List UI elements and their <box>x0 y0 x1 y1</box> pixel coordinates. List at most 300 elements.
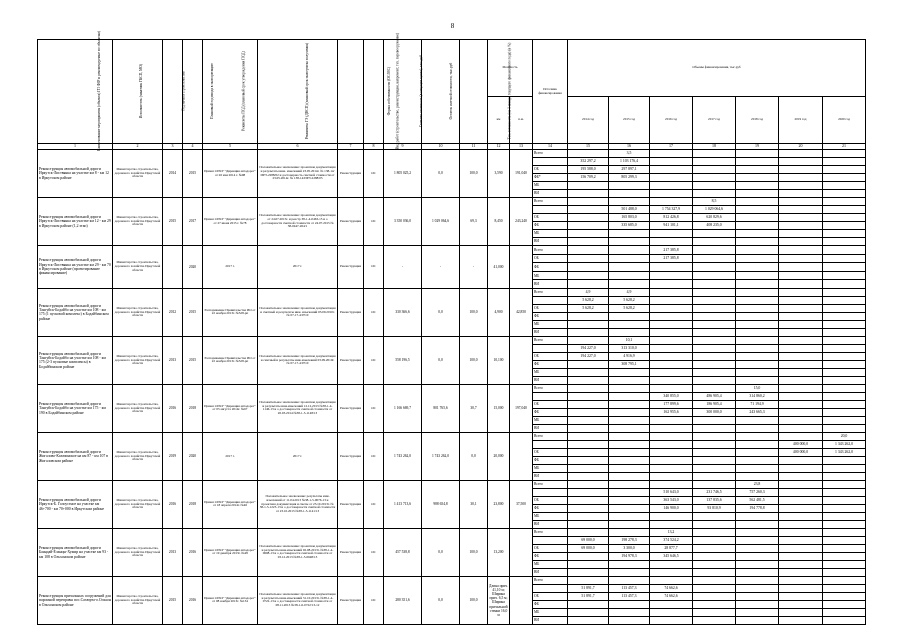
funding-value <box>779 424 823 432</box>
funding-value <box>823 182 866 190</box>
funding-value <box>736 464 779 472</box>
funding-value <box>650 174 693 182</box>
funding-source: Всего <box>533 480 568 488</box>
funding-value <box>693 552 736 560</box>
funding-value <box>693 584 736 592</box>
funding-value <box>650 464 693 472</box>
funding-value <box>736 280 779 289</box>
funding-value <box>779 246 823 255</box>
funding-value: 486 905,4 <box>693 392 736 400</box>
funding-value <box>823 520 866 528</box>
funding-value <box>609 238 650 246</box>
end-year: 2016 <box>183 576 203 624</box>
funding-value <box>779 344 823 352</box>
ownership: ОС <box>364 246 384 289</box>
funding-source <box>533 536 568 544</box>
object-name: Реконструкция автомобильной дороги Иркутск-Листвянка на участке км 29 - км 70 в Иркутском районе (проектирование финансирование) <box>38 246 113 289</box>
funding-value <box>568 472 609 480</box>
column-number: 7 <box>338 144 364 150</box>
header-year: 2018 год <box>736 97 779 144</box>
object-name: Реконструкция автомобильной дороги Баяндай-Еланцы-Хужир на участке км 93 - км 108 в Ольхонском районе <box>38 528 113 576</box>
funding-value <box>736 376 779 384</box>
funding-value <box>779 352 823 360</box>
funding-value: 194 778,8 <box>736 504 779 512</box>
funding-value <box>693 600 736 608</box>
funding-value <box>650 344 693 352</box>
start-year: 2013 <box>163 528 183 576</box>
start-year: 2013 <box>163 336 183 384</box>
funding-source: ОБ <box>533 214 568 222</box>
funding-value <box>650 198 693 206</box>
funding-value <box>779 400 823 408</box>
funding-value <box>779 504 823 512</box>
funding-value <box>823 238 866 246</box>
funding-value: 177 899,6 <box>650 400 693 408</box>
funding-value: 194 227,0 <box>568 352 609 360</box>
funding-source: ФБ <box>533 552 568 560</box>
funding-source <box>533 158 568 166</box>
funding-value: 510 643,0 <box>650 488 693 496</box>
ownership: ОС <box>364 432 384 480</box>
funding-value <box>693 456 736 464</box>
funding-source <box>533 206 568 214</box>
psd-details: 2017 г. <box>203 246 258 289</box>
funding-value <box>650 568 693 576</box>
funding-value <box>823 528 866 536</box>
funding-value: 93 810,9 <box>693 504 736 512</box>
funding-value <box>736 552 779 560</box>
funding-source: ВИ <box>533 568 568 576</box>
capacity-pm: 191,040 <box>510 150 533 198</box>
funding-value <box>823 214 866 222</box>
header-end-year: Плановый год ввода в эксплуатацию <box>183 40 203 144</box>
funding-value: 757 260,3 <box>736 488 779 496</box>
funding-value <box>650 432 693 440</box>
psd-details: Приказ ОГКУ "Дирекция автодорог" от 05 августа 2014г. №67 <box>203 384 258 432</box>
funding-value <box>693 464 736 472</box>
funding-value <box>823 280 866 289</box>
funding-value <box>650 352 693 360</box>
funding-value <box>823 400 866 408</box>
funding-value: 217 385,8 <box>650 246 693 255</box>
funding-value <box>823 328 866 336</box>
funding-value <box>823 288 866 296</box>
capacity-pm <box>510 576 533 624</box>
funding-value <box>736 512 779 520</box>
funding-value <box>568 528 609 536</box>
funding-value: 15,0 <box>736 384 779 392</box>
funding-value <box>693 424 736 432</box>
funding-value <box>736 222 779 230</box>
funding-source: МБ <box>533 512 568 520</box>
funding-value <box>779 304 823 312</box>
funding-value <box>650 288 693 296</box>
ownership: ОС <box>364 576 384 624</box>
funding-value <box>609 182 650 190</box>
column-number: 21 <box>823 144 866 150</box>
end-year: 2020 <box>183 246 203 289</box>
funding-value <box>823 166 866 174</box>
work-type: Реконструкция <box>338 288 364 336</box>
funding-value <box>609 456 650 464</box>
end-year: 2017 <box>183 198 203 246</box>
funding-value <box>650 600 693 608</box>
funding-value <box>693 560 736 568</box>
funding-value <box>693 312 736 320</box>
funding-value: 4,9 <box>568 288 609 296</box>
funding-value: 1 103 176,4 <box>609 158 650 166</box>
funding-value <box>779 296 823 304</box>
funding-value <box>650 472 693 480</box>
funding-value <box>568 384 609 392</box>
funding-value <box>568 360 609 368</box>
funding-value <box>779 600 823 608</box>
executor: Министерство строительства, дорожного хозяйства Иркутской области <box>113 384 163 432</box>
psd-details: 2017 г. <box>203 432 258 480</box>
funding-value: 308 795,1 <box>609 360 650 368</box>
funding-value <box>609 496 650 504</box>
header-km: км <box>488 97 510 144</box>
funding-source: ВИ <box>533 238 568 246</box>
funding-source: МБ <box>533 271 568 280</box>
funding-value <box>823 464 866 472</box>
funding-source: ВИ <box>533 424 568 432</box>
funding-value <box>568 238 609 246</box>
funding-source: ОБ <box>533 496 568 504</box>
expertise-details: Положительное заключение: проектная документация и результаты инж.изысканий 02.08.2013г. №38-1-4-0608-13 и о достоверности сметной стоимости от 03.12.2013 №38-1-5-0648/13 <box>258 528 338 576</box>
funding-value <box>650 304 693 312</box>
column-number: 15 <box>568 144 609 150</box>
funding-value <box>736 616 779 624</box>
estimated-cost: 1 166 669,7 <box>384 384 422 432</box>
funding-value <box>736 472 779 480</box>
funding-value <box>609 271 650 280</box>
funding-source: МБ <box>533 560 568 568</box>
funding-value: 162 955,6 <box>650 408 693 416</box>
funding-value <box>568 376 609 384</box>
readiness: 100,0 <box>460 336 488 384</box>
funding-value <box>779 312 823 320</box>
funding-value <box>736 150 779 158</box>
funding-value <box>568 568 609 576</box>
funding-value <box>568 263 609 272</box>
funding-value: 8,5 <box>693 198 736 206</box>
funding-value <box>693 480 736 488</box>
funding-source: ВИ <box>533 190 568 198</box>
table-row <box>38 528 866 536</box>
funding-value <box>779 150 823 158</box>
funding-value <box>779 368 823 376</box>
funding-value <box>823 368 866 376</box>
ownership: ОС <box>364 336 384 384</box>
estimated-cost: 1 743 262,0 <box>384 432 422 480</box>
table-row <box>38 432 866 440</box>
funding-source: МБ <box>533 320 568 328</box>
funding-value: 620 829,6 <box>693 214 736 222</box>
funding-value <box>609 198 650 206</box>
funding-value <box>779 320 823 328</box>
funding-value <box>736 304 779 312</box>
funding-value <box>779 376 823 384</box>
funding-value <box>693 280 736 289</box>
funding-value <box>823 584 866 592</box>
funding-value <box>609 328 650 336</box>
header-year: 2015 год <box>609 97 650 144</box>
funding-value <box>736 560 779 568</box>
column-number: 2 <box>113 144 163 150</box>
end-year: 2015 <box>183 288 203 336</box>
executor: Министерство строительства, дорожного хозяйства Иркутской области <box>113 198 163 246</box>
funding-value: 74 662,6 <box>650 584 693 592</box>
funding-value <box>779 190 823 198</box>
header-year: 2014 год <box>568 97 609 144</box>
funding-value <box>823 392 866 400</box>
funding-source <box>533 584 568 592</box>
funding-source: ВИ <box>533 520 568 528</box>
funding-value <box>609 576 650 584</box>
estimated-cost: 457 538,8 <box>384 528 422 576</box>
funding-source: МБ <box>533 182 568 190</box>
funding-value <box>693 230 736 238</box>
funding-value <box>736 520 779 528</box>
funding-value <box>568 440 609 448</box>
funding-value <box>823 230 866 238</box>
funding-value <box>568 560 609 568</box>
funding-value <box>609 368 650 376</box>
funding-value <box>779 174 823 182</box>
ownership: ОС <box>364 384 384 432</box>
header-pm: п.м. <box>510 97 533 144</box>
funding-value <box>650 560 693 568</box>
funding-value: 5 628,2 <box>568 304 609 312</box>
table-row <box>38 576 866 584</box>
funding-value <box>779 392 823 400</box>
financing-table <box>37 31 866 625</box>
funding-value <box>568 616 609 624</box>
funding-value <box>736 536 779 544</box>
funding-value <box>823 222 866 230</box>
funding-value <box>823 190 866 198</box>
funding-value <box>736 576 779 584</box>
funding-value <box>693 608 736 616</box>
funding-value <box>779 544 823 552</box>
funding-value <box>736 288 779 296</box>
executor: Министерство строительства, дорожного хозяйства Иркутской области <box>113 150 163 198</box>
funding-source: ОБ <box>533 544 568 552</box>
funding-value <box>823 496 866 504</box>
funding-value <box>650 158 693 166</box>
page-number: 8 <box>450 22 455 30</box>
funding-source: МБ <box>533 464 568 472</box>
funding-value <box>568 280 609 289</box>
expertise-details: 2017 г. <box>258 432 338 480</box>
object-name: Реконструкция автомобильной дороги Тангуйск-Бодайбо на участке км 108 - км 175 (1 пусковой комплекс) в Бодайбинском районе <box>38 288 113 336</box>
readiness: 100,0 <box>460 150 488 198</box>
funding-value: 10,1 <box>609 336 650 344</box>
funding-value <box>650 616 693 624</box>
funding-value <box>609 528 650 536</box>
funding-value <box>650 480 693 488</box>
funding-value <box>779 520 823 528</box>
funding-source: Всего <box>533 576 568 584</box>
funding-value <box>779 238 823 246</box>
funding-value <box>779 222 823 230</box>
start-year: 2019 <box>163 432 183 480</box>
capacity-pm: 243,240 <box>510 198 533 246</box>
funding-value <box>609 488 650 496</box>
funding-value <box>650 238 693 246</box>
funding-source: ВИ <box>533 280 568 289</box>
funding-value <box>693 352 736 360</box>
psd-details: Распоряжение Правительства ИО от 22 ноября 2013г. №528-рп <box>203 336 258 384</box>
funding-value <box>823 352 866 360</box>
estimated-cost: 1 805 025,2 <box>384 150 422 198</box>
estimated-cost: 1 413 713,6 <box>384 480 422 528</box>
end-year: 2015 <box>183 336 203 384</box>
funding-value <box>779 166 823 174</box>
funding-value <box>568 512 609 520</box>
column-number: 8 <box>364 144 384 150</box>
funding-value <box>823 592 866 600</box>
capacity-km: 23,800 <box>488 480 510 528</box>
header-cost: Сметная стоимость (в текущих ценах), тыс.руб <box>384 40 422 144</box>
funding-value <box>693 150 736 158</box>
funding-value <box>650 520 693 528</box>
funding-value <box>650 312 693 320</box>
header-readiness: Тех. готовность (на 1 января текущего финансового года) (в %) <box>460 40 488 144</box>
funding-source: ФБ* <box>533 174 568 182</box>
funding-value <box>779 182 823 190</box>
end-year: 2018 <box>183 384 203 432</box>
funding-source: МБ <box>533 368 568 376</box>
funding-value <box>650 263 693 272</box>
start-year: 2014 <box>163 150 183 198</box>
funding-source: ОБ <box>533 166 568 174</box>
funding-value <box>736 360 779 368</box>
funding-value <box>568 312 609 320</box>
funding-value <box>609 560 650 568</box>
funding-value <box>823 336 866 344</box>
funding-source: Всего <box>533 432 568 440</box>
funding-value <box>693 344 736 352</box>
funding-value <box>736 320 779 328</box>
funding-source: ОБ <box>533 304 568 312</box>
expertise-details: Положительное заключение: результаты инж. изысканий от 11.04.2013 №38-1-5-0076-13 и проектная документация и сметы от 23.10.2013г. № 38-1-5-1223-13 и о достоверности сметной стоимости от 23.10.2013 №38-1-5-1141/13 <box>258 480 338 528</box>
funding-value <box>823 304 866 312</box>
funding-value <box>568 246 609 255</box>
funding-value <box>779 158 823 166</box>
funding-value <box>779 456 823 464</box>
funding-source: МБ <box>533 416 568 424</box>
funding-value <box>568 222 609 230</box>
funding-source: ВИ <box>533 472 568 480</box>
funding-value: 69 000,0 <box>568 536 609 544</box>
funding-value <box>823 552 866 560</box>
funding-value <box>736 230 779 238</box>
funding-value: 113 457,3 <box>609 584 650 592</box>
funding-value <box>823 616 866 624</box>
object-name: Реконструкция автомобильной дороги Жигалово-Казачинское на км 87 - км 107 в Жигаловском районе <box>38 432 113 480</box>
funding-value <box>736 312 779 320</box>
psd-details: Приказ ОГКУ "Дирекция автодорог" от 26 мая 2014 г. №98 <box>203 150 258 198</box>
funding-value <box>693 576 736 584</box>
funding-value <box>779 616 823 624</box>
capacity-pm <box>510 528 533 576</box>
header-ge: Реквизиты ГЭ (ДНСП) (плановый срок экспертизы получения) <box>258 40 338 144</box>
funding-value <box>823 150 866 158</box>
funding-value <box>736 416 779 424</box>
funding-value <box>779 360 823 368</box>
funding-value <box>609 400 650 408</box>
funding-value <box>609 254 650 263</box>
executor: Министерство строительства, дорожного хозяйства Иркутской области <box>113 246 163 289</box>
funding-value <box>693 568 736 576</box>
funding-value <box>568 206 609 214</box>
column-number: 13 <box>510 144 533 150</box>
funding-source: Всего <box>533 150 568 158</box>
funding-value <box>693 472 736 480</box>
executor: Министерство строительства, дорожного хозяйства Иркутской области <box>113 528 163 576</box>
funding-value: 400 000,0 <box>779 448 823 456</box>
funding-value: 313 310,0 <box>609 344 650 352</box>
expertise-details: Положительное заключение: проектная документация и сметный и результаты инж.изысканий 03.09.2010г. № 07-17-4/0710 <box>258 336 338 384</box>
funding-source: Всего <box>533 384 568 392</box>
funding-value <box>779 432 823 440</box>
executor: Министерство строительства, дорожного хозяйства Иркутской области <box>113 336 163 384</box>
funding-value <box>736 600 779 608</box>
funding-value <box>609 472 650 480</box>
funding-value <box>823 424 866 432</box>
expertise-details: Положительное заключение: проектная документация и результаты инж. изысканий 23.05.2014г. № 138-14/ИРЭ-2288/02 и достоверность сметной стоимости от 23.05.2014г. № 138-14/ИРЭ-2288/05 <box>258 150 338 198</box>
column-number: 19 <box>736 144 779 150</box>
header-source: Источник финансирования <box>533 40 568 144</box>
funding-value <box>650 280 693 289</box>
funding-value <box>779 488 823 496</box>
funding-source: Всего <box>533 246 568 255</box>
funding-value <box>609 568 650 576</box>
capacity-km: 13,200 <box>488 528 510 576</box>
funding-value <box>736 174 779 182</box>
funding-value <box>779 230 823 238</box>
funding-value <box>693 254 736 263</box>
funding-value <box>693 544 736 552</box>
funding-value <box>736 608 779 616</box>
psd-details: Приказ ОГКУ "Дирекция автодорог" от 18 апреля 2014г. №46 <box>203 480 258 528</box>
funding-value <box>609 424 650 432</box>
funding-value <box>736 456 779 464</box>
funding-value <box>736 246 779 255</box>
funding-value <box>779 328 823 336</box>
column-number: 14 <box>533 144 568 150</box>
funding-value <box>736 528 779 536</box>
funding-value <box>779 464 823 472</box>
object-name: Реконструкция автомобильной дороги Тангуйск-Бодайбо на участке км 175 - км 190 в Бодайбинском районе <box>38 384 113 432</box>
column-number: 4 <box>183 144 203 150</box>
funding-value: 4,9 <box>609 288 650 296</box>
funding-value <box>650 512 693 520</box>
funding-value <box>736 368 779 376</box>
funding-value <box>568 448 609 456</box>
funding-value: 345 646,5 <box>650 552 693 560</box>
funding-value <box>568 552 609 560</box>
funding-value: 113 457,3 <box>609 592 650 600</box>
readiness: 100,0 <box>460 528 488 576</box>
end-year: 2020 <box>183 432 203 480</box>
funding-value <box>693 238 736 246</box>
funding-value <box>693 263 736 272</box>
funding-value <box>736 352 779 360</box>
funding-value <box>693 432 736 440</box>
